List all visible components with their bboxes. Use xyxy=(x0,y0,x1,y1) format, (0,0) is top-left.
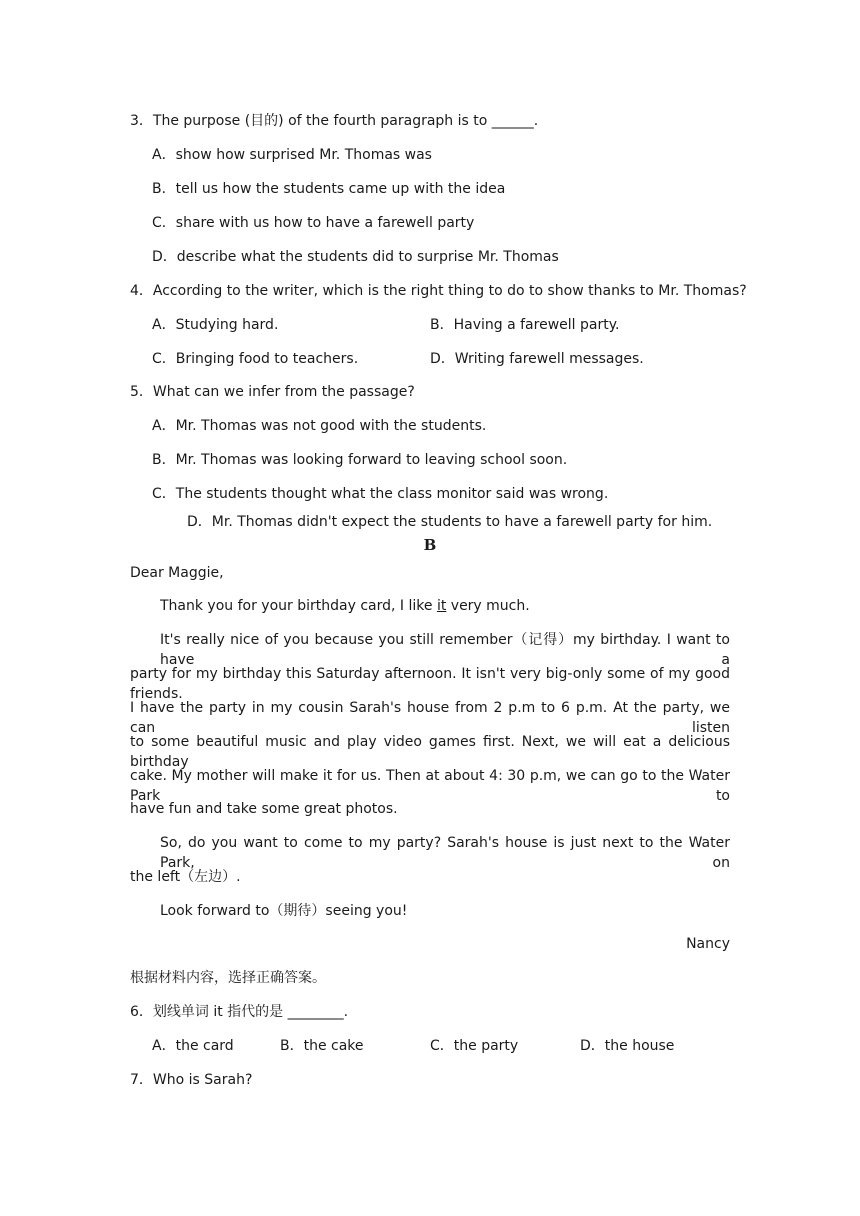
question-3-option-d: D．describe what the students did to surprise Mr. Thomas xyxy=(152,249,559,265)
section-heading: B xyxy=(423,536,437,554)
letter-paragraph-3-line: the left（左边）. xyxy=(130,869,241,885)
paragraph-1-text-start: Thank you for your birthday card, I like xyxy=(160,598,437,614)
question-5-option-b: B．Mr. Thomas was looking forward to leaving school soon. xyxy=(152,452,568,468)
question-4-option-c: C．Bringing food to teachers. xyxy=(152,351,359,367)
letter-paragraph-2-line: It's really nice of you because you still remember（记得）my birthday. I want to have a xyxy=(160,632,730,668)
question-6-option-d: D．the house xyxy=(580,1038,675,1054)
letter-paragraph-1 xyxy=(160,596,530,616)
question-6-stem: 6．划线单词 it 指代的是 ________. xyxy=(130,1004,349,1020)
question-4-stem: 4．According to the writer, which is the right thing to do to show thanks to Mr. Thomas? xyxy=(130,283,747,299)
question-5-option-a: A．Mr. Thomas was not good with the students. xyxy=(152,418,487,434)
question-4-option-b: B．Having a farewell party. xyxy=(430,317,620,333)
underlined-word: it xyxy=(436,598,447,614)
question-5-stem: 5．What can we infer from the passage? xyxy=(130,384,415,400)
letter-greeting: Dear Maggie, xyxy=(130,565,224,581)
question-3-option-b: B．tell us how the students came up with the idea xyxy=(152,181,506,197)
letter-paragraph-2-line: have fun and take some great photos. xyxy=(130,801,398,817)
letter-paragraph-4: Look forward to（期待）seeing you! xyxy=(160,903,408,919)
letter-paragraph-3-line: So, do you want to come to my party? Sarah's house is just next to the Water Park, on xyxy=(160,835,730,871)
question-5-option-c: C．The students thought what the class monitor said was wrong. xyxy=(152,486,609,502)
question-5-option-d: D．Mr. Thomas didn't expect the students to have a farewell party for him. xyxy=(187,514,713,530)
question-6-option-b: B．the cake xyxy=(280,1038,364,1054)
question-7-stem: 7．Who is Sarah? xyxy=(130,1072,253,1088)
question-3-option-a: A．show how surprised Mr. Thomas was xyxy=(152,147,432,163)
question-4-option-a: A．Studying hard. xyxy=(152,317,279,333)
question-3-option-c: C．share with us how to have a farewell party xyxy=(152,215,475,231)
letter-paragraph-2-line: cake. My mother will make it for us. Then at about 4: 30 p.m, we can go to the Water Park to xyxy=(130,768,730,804)
question-3-stem: 3．The purpose (目的) of the fourth paragraph is to ______. xyxy=(130,113,539,129)
instruction-text: 根据材料内容，选择正确答案。 xyxy=(130,970,326,986)
letter-paragraph-2-line: I have the party in my cousin Sarah's house from 2 p.m to 6 p.m. At the party, we can listen xyxy=(130,700,730,736)
letter-paragraph-2-line: party for my birthday this Saturday afternoon. It isn't very big-only some of my good friends. xyxy=(130,666,730,702)
letter-paragraph-2-line: to some beautiful music and play video games first. Next, we will eat a delicious birthday xyxy=(130,734,730,770)
question-6-option-a: A．the card xyxy=(152,1038,234,1054)
question-4-option-d: D．Writing farewell messages. xyxy=(430,351,644,367)
letter-signature: Nancy xyxy=(686,936,730,952)
question-6-option-c: C．the party xyxy=(430,1038,519,1054)
paragraph-1-text-end: very much. xyxy=(446,598,530,614)
